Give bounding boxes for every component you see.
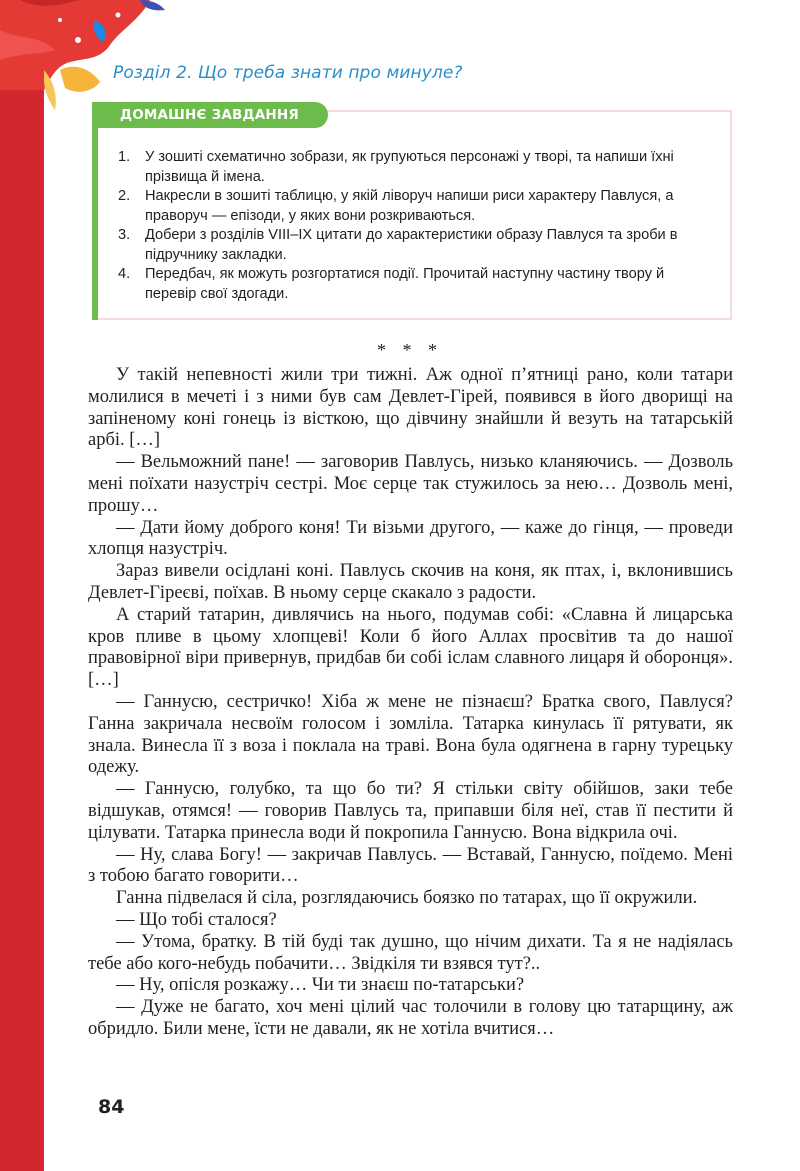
section-separator: * * * (377, 340, 443, 360)
homework-list (118, 148, 706, 304)
story-paragraph: А старий татарин, дивлячись на нього, подумав собі: «Славна й лицарська кров пливе в цьому хлопцеві! Коли б його Аллах просвітив та до нашої правовірної віри привернув, придбав би собі іслам славного лицаря й оборонця». […] (88, 604, 733, 691)
page-number: 84 (98, 1096, 125, 1118)
homework-stripe (92, 110, 98, 320)
homework-item-text: Передбач, як можуть розгортатися події. Прочитай наступну частину твору й перевір свої здогади. (145, 266, 665, 302)
story-paragraph: Зараз вивели осідлані коні. Павлусь скочив на коня, як птах, і, вклонившись Девлет-Гіреєві, поїхав. В ньому серце скакало з радости. (88, 561, 733, 603)
story-paragraph: — Ну, слава Богу! — закричав Павлусь. — Вставай, Ганнусю, поїдемо. Мені з тобою багато говорити… (88, 844, 733, 887)
story-paragraph: — Дати йому доброго коня! Ти візьми другого, — каже до гінця, — проведи хлопця назустріч. (88, 517, 733, 560)
homework-item-number: 4. (118, 266, 131, 282)
homework-item-number: 2. (118, 188, 131, 204)
homework-item (118, 226, 706, 265)
homework-item (118, 265, 706, 304)
story-text (88, 365, 733, 1041)
story-paragraph: — Що тобі сталося? (116, 909, 277, 930)
story-paragraph: — Ганнусю, голубко, та що бо ти? Я стільки світу обійшов, заки тебе відшукав, отямся! — говорив Павлусь та, припавши біля неї, став її пестити й цілувати. Татарка принесла води й покропила Ганнусю. Вона відкрила очі. (88, 779, 733, 843)
homework-item-text: У зошиті схематично зобрази, як групуються персонажі у творі, та напиши їхні прізвища й імена. (145, 149, 674, 185)
homework-item-text: Добери з розділів VIII–IX цитати до характеристики образу Павлуся та зроби в підручнику закладки. (145, 227, 678, 263)
homework-item (118, 148, 706, 187)
left-color-band (0, 0, 44, 1171)
story-paragraph: У такій непевності жили три тижні. Аж одної п’ятниці рано, коли татари молилися в мечеті і з ними був сам Девлет-Гірей, появився в його дворищі на запіненому коні гонець із вісткою, що дівчину знайшли й везуть на татарській арбі. […] (88, 365, 733, 451)
homework-item (118, 187, 706, 226)
chapter-title: Розділ 2. Що треба знати про минуле? (113, 63, 463, 83)
story-paragraph: — Вельможний пане! — заговорив Павлусь, низько кланяючись. — Дозволь мені поїхати назустріч сестрі. Моє серце так стужилось за нею… Дозволь мені, прошу… (88, 452, 733, 516)
story-paragraph: — Дуже не багато, хоч мені цілий час толочили в голову цю татарщину, аж обридло. Били мене, їсти не давали, як не хотіла вчитися… (88, 997, 733, 1039)
homework-label: ДОМАШНЄ ЗАВДАННЯ (92, 102, 328, 128)
homework-item-number: 3. (118, 227, 131, 243)
homework-item-text: Накресли в зошиті таблицю, у якій ліворуч напиши риси характеру Павлуся, а праворуч — епізоди, у яких вони розкриваються. (145, 188, 674, 224)
homework-item-number: 1. (118, 149, 131, 165)
story-paragraph: Ганна підвелася й сіла, розглядаючись боязко по татарах, що її окружили. (116, 888, 698, 909)
story-paragraph: — Ну, опісля розкажу… Чи ти знаєш по-татарськи? (116, 975, 525, 996)
story-paragraph: — Ганнусю, сестричко! Хіба ж мене не пізнаєш? Братка свого, Павлуся? Ганна закричала несвоїм голосом і зомліла. Татарка кинулась її рятувати, як знала. Винесла її з воза і поклала на траві. Вона була одягнена в гарну турецьку одежу. (88, 691, 733, 778)
story-paragraph: — Утома, братку. В тій буді так душно, що нічим дихати. Та я не надіялась тебе або кого-небудь побачити… Звідкіля ти взявся тут?.. (88, 931, 733, 974)
